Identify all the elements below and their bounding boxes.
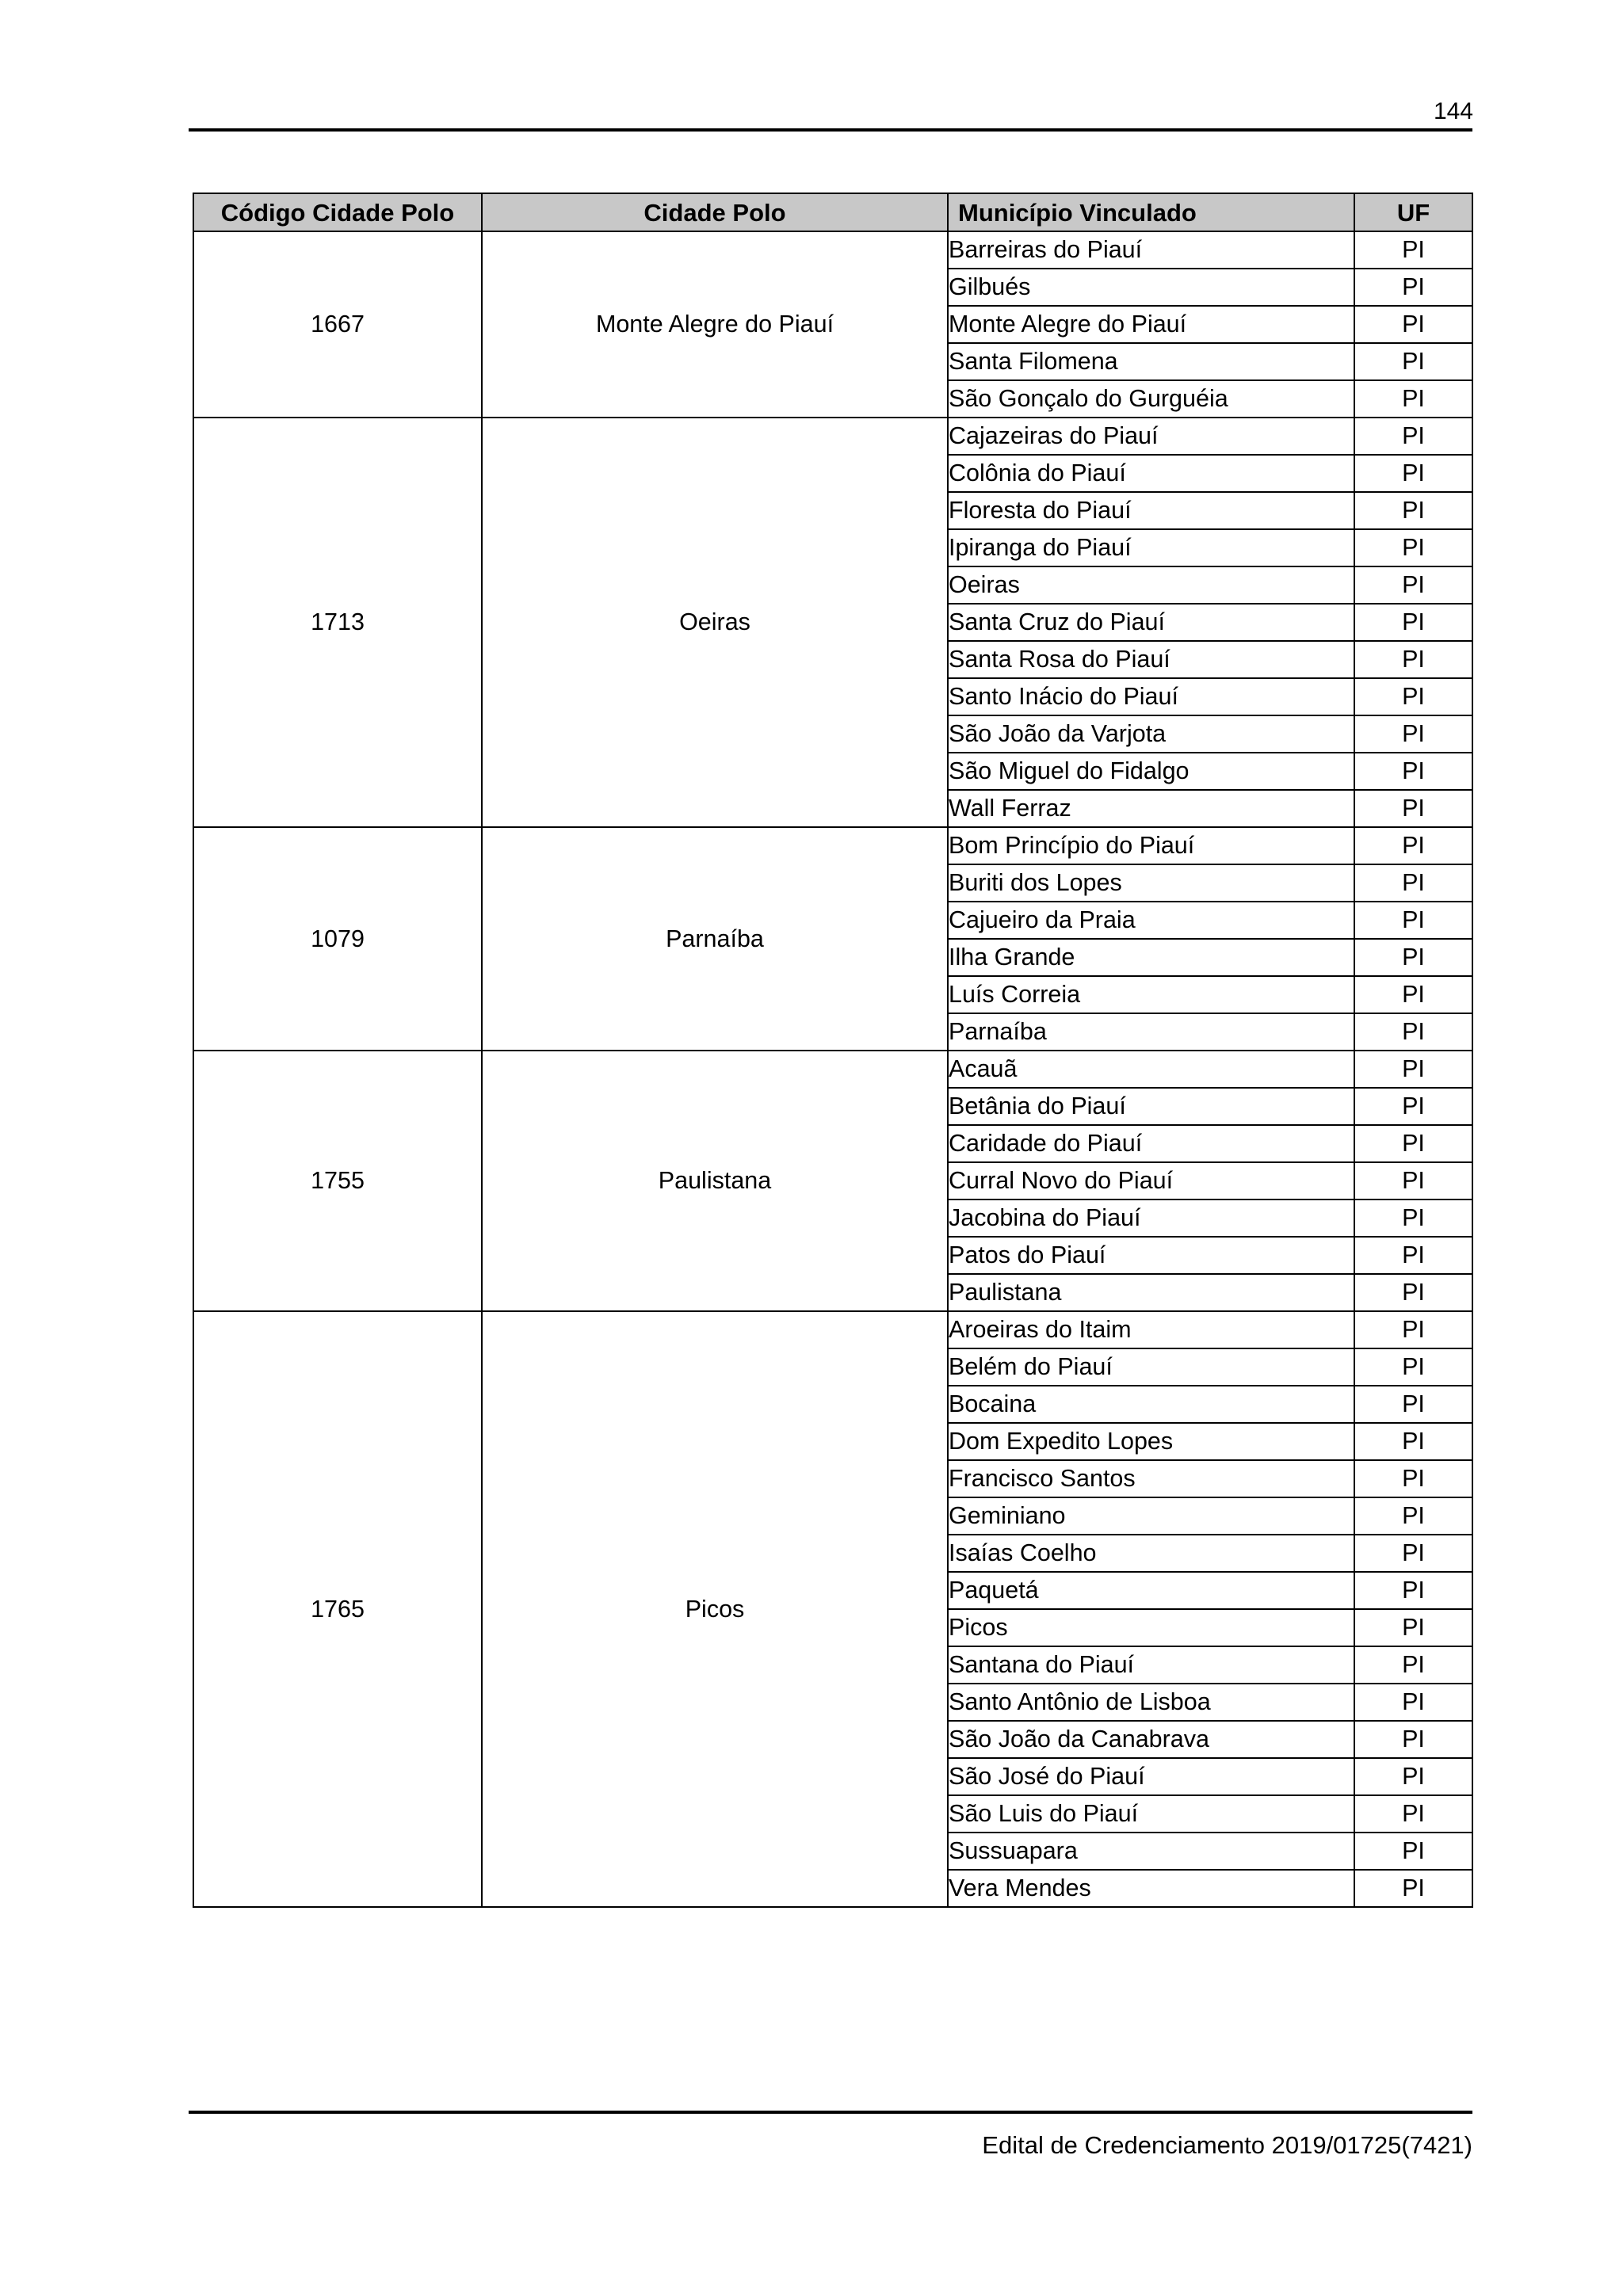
- table-row: [193, 1311, 1472, 1348]
- polo-code-cell: 1079: [193, 827, 482, 1051]
- uf-cell: PI: [1354, 269, 1472, 306]
- uf-cell: PI: [1354, 529, 1472, 566]
- uf-cell: PI: [1354, 641, 1472, 678]
- uf-cell: PI: [1354, 1460, 1472, 1497]
- municipio-cell: Paulistana: [948, 1274, 1354, 1311]
- municipio-cell: Santo Antônio de Lisboa: [948, 1684, 1354, 1721]
- polo-city-cell: Paulistana: [482, 1051, 948, 1311]
- municipio-cell: Vera Mendes: [948, 1870, 1354, 1907]
- uf-cell: PI: [1354, 1684, 1472, 1721]
- polo-code-cell: 1713: [193, 418, 482, 827]
- column-header-codigo: Código Cidade Polo: [193, 193, 482, 231]
- municipio-cell: Betânia do Piauí: [948, 1088, 1354, 1125]
- uf-cell: PI: [1354, 1497, 1472, 1535]
- polo-city-cell: Monte Alegre do Piauí: [482, 231, 948, 418]
- municipio-cell: São Miguel do Fidalgo: [948, 753, 1354, 790]
- municipio-cell: Santa Cruz do Piauí: [948, 604, 1354, 641]
- uf-cell: PI: [1354, 566, 1472, 604]
- uf-cell: PI: [1354, 1795, 1472, 1833]
- polo-city-cell: Oeiras: [482, 418, 948, 827]
- table-row: [193, 231, 1472, 269]
- uf-cell: PI: [1354, 1274, 1472, 1311]
- municipio-cell: São Luis do Piauí: [948, 1795, 1354, 1833]
- uf-cell: PI: [1354, 1535, 1472, 1572]
- municipio-cell: Francisco Santos: [948, 1460, 1354, 1497]
- uf-cell: PI: [1354, 1311, 1472, 1348]
- uf-cell: PI: [1354, 1013, 1472, 1051]
- municipio-cell: Monte Alegre do Piauí: [948, 306, 1354, 343]
- uf-cell: PI: [1354, 343, 1472, 380]
- municipio-cell: São João da Canabrava: [948, 1721, 1354, 1758]
- polo-code-cell: 1667: [193, 231, 482, 418]
- uf-cell: PI: [1354, 976, 1472, 1013]
- municipio-cell: Sussuapara: [948, 1833, 1354, 1870]
- uf-cell: PI: [1354, 492, 1472, 529]
- municipio-cell: Santana do Piauí: [948, 1646, 1354, 1684]
- polo-code-cell: 1755: [193, 1051, 482, 1311]
- header-rule: [189, 128, 1472, 132]
- uf-cell: PI: [1354, 902, 1472, 939]
- municipio-cell: Bom Princípio do Piauí: [948, 827, 1354, 864]
- municipio-cell: Santo Inácio do Piauí: [948, 678, 1354, 715]
- municipio-cell: Colônia do Piauí: [948, 455, 1354, 492]
- column-header-uf: UF: [1354, 193, 1472, 231]
- uf-cell: PI: [1354, 1125, 1472, 1162]
- municipio-cell: São José do Piauí: [948, 1758, 1354, 1795]
- uf-cell: PI: [1354, 864, 1472, 902]
- municipio-cell: Bocaina: [948, 1386, 1354, 1423]
- municipio-cell: Caridade do Piauí: [948, 1125, 1354, 1162]
- uf-cell: PI: [1354, 1609, 1472, 1646]
- uf-cell: PI: [1354, 455, 1472, 492]
- table-row: [193, 827, 1472, 864]
- uf-cell: PI: [1354, 753, 1472, 790]
- municipio-cell: Aroeiras do Itaim: [948, 1311, 1354, 1348]
- municipio-cell: Buriti dos Lopes: [948, 864, 1354, 902]
- column-header-cidade-polo: Cidade Polo: [482, 193, 948, 231]
- municipio-cell: Ipiranga do Piauí: [948, 529, 1354, 566]
- municipio-cell: Patos do Piauí: [948, 1237, 1354, 1274]
- table-row: [193, 418, 1472, 455]
- uf-cell: PI: [1354, 1386, 1472, 1423]
- uf-cell: PI: [1354, 1572, 1472, 1609]
- municipio-cell: Cajazeiras do Piauí: [948, 418, 1354, 455]
- uf-cell: PI: [1354, 1051, 1472, 1088]
- polo-code-cell: 1765: [193, 1311, 482, 1907]
- municipio-cell: Acauã: [948, 1051, 1354, 1088]
- uf-cell: PI: [1354, 1088, 1472, 1125]
- municipio-cell: Oeiras: [948, 566, 1354, 604]
- municipio-cell: Paquetá: [948, 1572, 1354, 1609]
- page-number: 144: [1433, 98, 1473, 124]
- uf-cell: PI: [1354, 1721, 1472, 1758]
- municipio-cell: Santa Rosa do Piauí: [948, 641, 1354, 678]
- uf-cell: PI: [1354, 1646, 1472, 1684]
- table-header-row: [193, 193, 1472, 231]
- table-row: [193, 1051, 1472, 1088]
- uf-cell: PI: [1354, 1758, 1472, 1795]
- uf-cell: PI: [1354, 1199, 1472, 1237]
- uf-cell: PI: [1354, 306, 1472, 343]
- uf-cell: PI: [1354, 1237, 1472, 1274]
- uf-cell: PI: [1354, 678, 1472, 715]
- municipio-cell: Gilbués: [948, 269, 1354, 306]
- municipio-cell: Wall Ferraz: [948, 790, 1354, 827]
- municipio-cell: Picos: [948, 1609, 1354, 1646]
- municipio-cell: Geminiano: [948, 1497, 1354, 1535]
- uf-cell: PI: [1354, 1870, 1472, 1907]
- municipio-cell: Barreiras do Piauí: [948, 231, 1354, 269]
- uf-cell: PI: [1354, 380, 1472, 418]
- polo-table: [193, 193, 1473, 1908]
- uf-cell: PI: [1354, 1348, 1472, 1386]
- uf-cell: PI: [1354, 1423, 1472, 1460]
- municipio-cell: São João da Varjota: [948, 715, 1354, 753]
- polo-city-cell: Picos: [482, 1311, 948, 1907]
- municipio-cell: Cajueiro da Praia: [948, 902, 1354, 939]
- municipio-cell: São Gonçalo do Gurguéia: [948, 380, 1354, 418]
- municipio-cell: Jacobina do Piauí: [948, 1199, 1354, 1237]
- footer-rule: [189, 2111, 1472, 2114]
- municipio-cell: Floresta do Piauí: [948, 492, 1354, 529]
- uf-cell: PI: [1354, 231, 1472, 269]
- municipio-cell: Curral Novo do Piauí: [948, 1162, 1354, 1199]
- uf-cell: PI: [1354, 715, 1472, 753]
- municipio-cell: Belém do Piauí: [948, 1348, 1354, 1386]
- column-header-municipio: Município Vinculado: [948, 193, 1354, 231]
- uf-cell: PI: [1354, 790, 1472, 827]
- municipio-cell: Dom Expedito Lopes: [948, 1423, 1354, 1460]
- municipio-cell: Santa Filomena: [948, 343, 1354, 380]
- municipio-cell: Isaías Coelho: [948, 1535, 1354, 1572]
- municipio-cell: Luís Correia: [948, 976, 1354, 1013]
- footer-text: Edital de Credenciamento 2019/01725(7421): [982, 2131, 1472, 2159]
- uf-cell: PI: [1354, 1162, 1472, 1199]
- municipio-cell: Parnaíba: [948, 1013, 1354, 1051]
- uf-cell: PI: [1354, 827, 1472, 864]
- uf-cell: PI: [1354, 418, 1472, 455]
- table-body: [193, 231, 1472, 1907]
- uf-cell: PI: [1354, 1833, 1472, 1870]
- polo-city-cell: Parnaíba: [482, 827, 948, 1051]
- uf-cell: PI: [1354, 939, 1472, 976]
- uf-cell: PI: [1354, 604, 1472, 641]
- municipio-cell: Ilha Grande: [948, 939, 1354, 976]
